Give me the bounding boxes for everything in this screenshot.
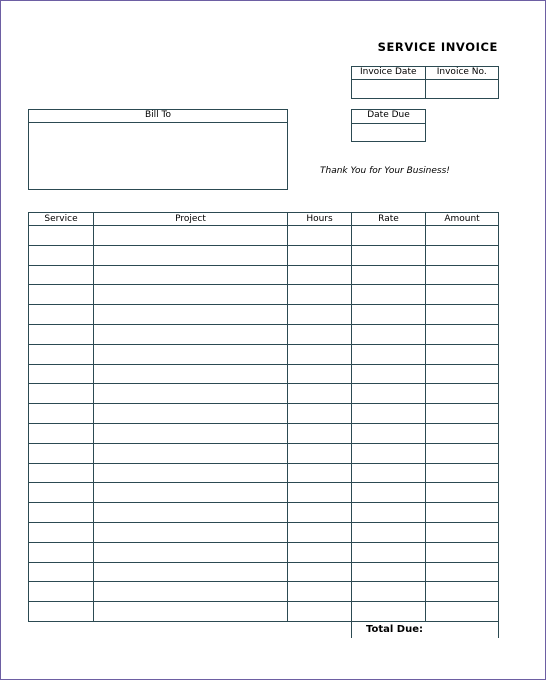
project-cell[interactable] (94, 344, 288, 364)
amount-cell[interactable] (426, 285, 499, 305)
table-row (29, 305, 499, 325)
project-cell[interactable] (94, 265, 288, 285)
bill-to-field[interactable] (29, 123, 287, 189)
date-due-box (351, 109, 426, 142)
project-cell[interactable] (94, 423, 288, 443)
service-cell[interactable] (29, 542, 94, 562)
invoice-date-field[interactable] (352, 80, 425, 98)
invoice-no-field[interactable] (426, 80, 499, 98)
service-cell[interactable] (29, 423, 94, 443)
rate-cell[interactable] (352, 265, 426, 285)
rate-cell[interactable] (352, 324, 426, 344)
amount-cell[interactable] (426, 602, 499, 622)
table-row (29, 344, 499, 364)
hours-cell[interactable] (288, 364, 352, 384)
invoice-info-box (351, 66, 499, 99)
project-cell[interactable] (94, 226, 288, 246)
project-cell[interactable] (94, 324, 288, 344)
rate-cell[interactable] (352, 364, 426, 384)
rate-cell[interactable] (352, 245, 426, 265)
amount-cell[interactable] (426, 226, 499, 246)
service-cell[interactable] (29, 226, 94, 246)
amount-cell[interactable] (426, 265, 499, 285)
column-header-rate: Rate (352, 213, 426, 226)
project-cell[interactable] (94, 542, 288, 562)
service-cell[interactable] (29, 265, 94, 285)
column-header-project: Project (94, 213, 288, 226)
invoice-title: SERVICE INVOICE (377, 40, 498, 54)
table-row (29, 503, 499, 523)
table-row (29, 443, 499, 463)
service-cell[interactable] (29, 463, 94, 483)
table-row (29, 463, 499, 483)
amount-cell[interactable] (426, 522, 499, 542)
project-cell[interactable] (94, 463, 288, 483)
service-cell[interactable] (29, 562, 94, 582)
table-row (29, 522, 499, 542)
amount-cell[interactable] (426, 582, 499, 602)
column-header-hours: Hours (288, 213, 352, 226)
rate-cell[interactable] (352, 384, 426, 404)
amount-cell[interactable] (426, 404, 499, 424)
service-cell[interactable] (29, 443, 94, 463)
hours-cell[interactable] (288, 483, 352, 503)
project-cell[interactable] (94, 582, 288, 602)
hours-cell[interactable] (288, 443, 352, 463)
amount-cell[interactable] (426, 542, 499, 562)
project-cell[interactable] (94, 443, 288, 463)
rate-cell[interactable] (352, 226, 426, 246)
amount-cell[interactable] (426, 463, 499, 483)
hours-cell[interactable] (288, 344, 352, 364)
rate-cell[interactable] (352, 404, 426, 424)
table-row (29, 582, 499, 602)
service-cell[interactable] (29, 503, 94, 523)
service-cell[interactable] (29, 602, 94, 622)
hours-cell[interactable] (288, 265, 352, 285)
project-cell[interactable] (94, 285, 288, 305)
rate-cell[interactable] (352, 602, 426, 622)
service-cell[interactable] (29, 364, 94, 384)
table-row (29, 245, 499, 265)
service-cell[interactable] (29, 324, 94, 344)
invoice-no-column (425, 67, 499, 98)
date-due-field[interactable] (352, 124, 425, 141)
table-header-row (29, 213, 499, 226)
table-row (29, 285, 499, 305)
total-due-label: Total Due: (366, 624, 424, 635)
service-cell[interactable] (29, 404, 94, 424)
table-row (29, 483, 499, 503)
project-cell[interactable] (94, 245, 288, 265)
line-items-table (28, 212, 499, 622)
service-cell[interactable] (29, 522, 94, 542)
hours-cell[interactable] (288, 503, 352, 523)
table-row (29, 542, 499, 562)
project-cell[interactable] (94, 522, 288, 542)
project-cell[interactable] (94, 483, 288, 503)
hours-cell[interactable] (288, 226, 352, 246)
amount-cell[interactable] (426, 384, 499, 404)
hours-cell[interactable] (288, 423, 352, 443)
hours-cell[interactable] (288, 582, 352, 602)
project-cell[interactable] (94, 602, 288, 622)
amount-cell[interactable] (426, 305, 499, 325)
service-cell[interactable] (29, 344, 94, 364)
hours-cell[interactable] (288, 384, 352, 404)
hours-cell[interactable] (288, 285, 352, 305)
invoice-date-label: Invoice Date (352, 67, 425, 80)
hours-cell[interactable] (288, 324, 352, 344)
table-row (29, 226, 499, 246)
hours-cell[interactable] (288, 602, 352, 622)
project-cell[interactable] (94, 562, 288, 582)
service-cell[interactable] (29, 582, 94, 602)
amount-cell[interactable] (426, 245, 499, 265)
line-items-body (29, 226, 499, 622)
hours-cell[interactable] (288, 404, 352, 424)
table-row (29, 265, 499, 285)
amount-cell[interactable] (426, 423, 499, 443)
rate-cell[interactable] (352, 483, 426, 503)
amount-cell[interactable] (426, 443, 499, 463)
column-header-amount: Amount (426, 213, 499, 226)
date-due-label: Date Due (352, 110, 425, 124)
amount-cell[interactable] (426, 503, 499, 523)
amount-cell[interactable] (426, 483, 499, 503)
rate-cell[interactable] (352, 344, 426, 364)
rate-cell[interactable] (352, 305, 426, 325)
invoice-no-label: Invoice No. (426, 67, 499, 80)
service-cell[interactable] (29, 384, 94, 404)
table-row (29, 404, 499, 424)
rate-cell[interactable] (352, 463, 426, 483)
table-row (29, 562, 499, 582)
rate-cell[interactable] (352, 503, 426, 523)
column-header-service: Service (29, 213, 94, 226)
hours-cell[interactable] (288, 562, 352, 582)
amount-cell[interactable] (426, 344, 499, 364)
rate-cell[interactable] (352, 423, 426, 443)
hours-cell[interactable] (288, 542, 352, 562)
amount-cell[interactable] (426, 364, 499, 384)
rate-cell[interactable] (352, 285, 426, 305)
table-row (29, 423, 499, 443)
rate-cell[interactable] (352, 522, 426, 542)
service-cell[interactable] (29, 285, 94, 305)
bill-to-label: Bill To (29, 110, 287, 123)
total-due-area (351, 620, 499, 638)
table-row (29, 324, 499, 344)
table-row (29, 384, 499, 404)
service-cell[interactable] (29, 483, 94, 503)
rate-cell[interactable] (352, 562, 426, 582)
invoice-date-column (352, 67, 425, 98)
table-row (29, 602, 499, 622)
hours-cell[interactable] (288, 245, 352, 265)
table-row (29, 364, 499, 384)
thanks-message: Thank You for Your Business! (320, 166, 450, 176)
bill-to-box (28, 109, 288, 190)
rate-cell[interactable] (352, 582, 426, 602)
amount-cell[interactable] (426, 324, 499, 344)
project-cell[interactable] (94, 384, 288, 404)
hours-cell[interactable] (288, 522, 352, 542)
hours-cell[interactable] (288, 463, 352, 483)
hours-cell[interactable] (288, 305, 352, 325)
project-cell[interactable] (94, 503, 288, 523)
service-cell[interactable] (29, 245, 94, 265)
amount-cell[interactable] (426, 562, 499, 582)
rate-cell[interactable] (352, 542, 426, 562)
project-cell[interactable] (94, 364, 288, 384)
project-cell[interactable] (94, 305, 288, 325)
rate-cell[interactable] (352, 443, 426, 463)
service-cell[interactable] (29, 305, 94, 325)
project-cell[interactable] (94, 404, 288, 424)
